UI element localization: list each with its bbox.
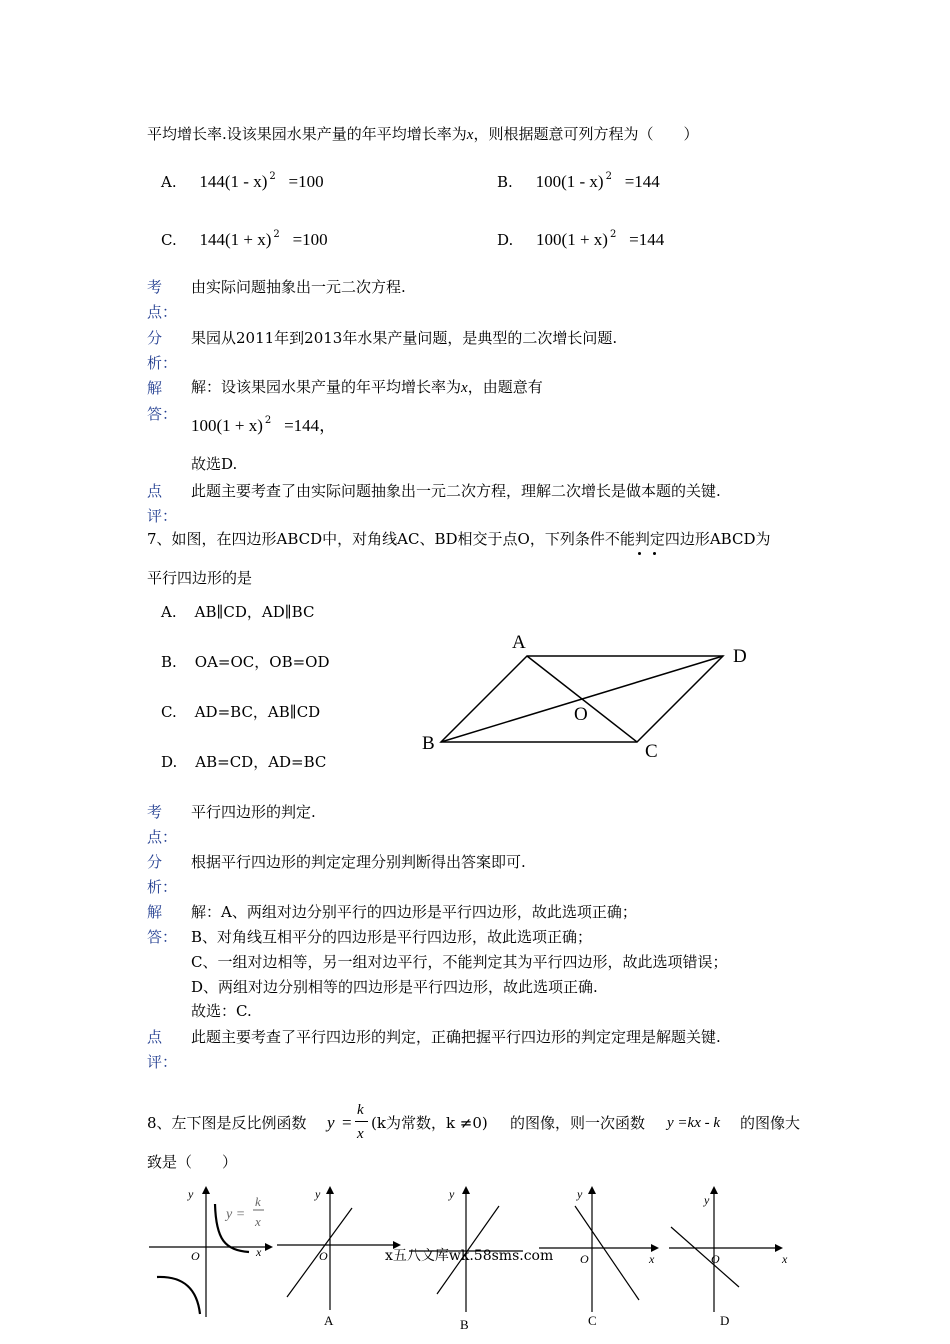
y-axis-arrow	[588, 1186, 596, 1194]
graph-option-d	[665, 1182, 795, 1332]
q8-func-y: y	[327, 1113, 335, 1132]
q7-stem-line2: 平行四边形的是	[147, 569, 253, 587]
line-graph	[287, 1208, 352, 1297]
q7-fenxi-label-1: 分	[147, 853, 163, 871]
y-axis-label: y	[704, 1193, 710, 1207]
q8-linear-function: y =kx - k	[667, 1115, 720, 1131]
option-label-c: C	[588, 1313, 597, 1328]
q6-jieda-label-1: 解	[147, 379, 163, 397]
emphasis-dot	[638, 552, 641, 555]
origin-label: O	[580, 1252, 589, 1266]
graph-inverse-function	[145, 1182, 275, 1322]
origin-label: O	[319, 1249, 328, 1263]
q7-option-c: C. AD=BC，AB∥CD	[161, 703, 321, 721]
q8-stem-prefix: 8、左下图是反比例函数	[147, 1114, 307, 1132]
q6-dianping-label-1: 点	[147, 482, 163, 500]
y-axis-label: y	[315, 1187, 321, 1201]
q7-dianping-label-2: 评：	[147, 1053, 178, 1071]
q7-jieda-line: 解：A、两组对边分别平行的四边形是平行四边形，故此选项正确；	[191, 903, 637, 921]
watermark: x五八文库wk.58sms.com	[385, 1248, 554, 1264]
q6-dianping-label-2: 评：	[147, 507, 178, 525]
x-axis-arrow	[775, 1244, 783, 1252]
option-label-d: D	[720, 1313, 730, 1328]
vertex-label-b: B	[422, 733, 435, 754]
q7-option-a: A. AB∥CD，AD∥BC	[161, 603, 315, 621]
q7-jieda-label-2: 答：	[147, 928, 178, 946]
q7-option-b: B. OA=OC，OB=OD	[161, 653, 330, 671]
q7-fenxi-label-2: 析：	[147, 878, 178, 896]
q8-func-eq: =	[342, 1113, 352, 1132]
option-label-a: A	[324, 1313, 334, 1328]
fraction-bar	[355, 1121, 368, 1122]
q6-jieda-line1: 解：设该果园水果产量的年平均增长率为x，由题意有	[191, 378, 543, 396]
q7-stem-line1: 7、如图，在四边形ABCD中，对角线AC、BD相交于点O，下列条件不能判定四边形ABCD为	[147, 530, 771, 548]
y-axis-arrow	[710, 1186, 718, 1194]
graph-option-c	[535, 1182, 665, 1332]
y-axis-label: y	[577, 1187, 583, 1201]
q6-kaodian-text: 由实际问题抽象出一元二次方程.	[191, 278, 406, 296]
q7-jieda-line: B、对角线互相平分的四边形是平行四边形，故此选项正确；	[191, 928, 593, 946]
y-axis-arrow	[202, 1186, 210, 1194]
x-axis-label: x	[649, 1252, 655, 1266]
q7-jieda-line: D、两组对边分别相等的四边形是平行四边形，故此选项正确.	[191, 978, 598, 996]
q6-stem: 平均增长率.设该果园水果产量的年平均增长率为x，则根据题意可列方程为（ ）	[147, 125, 699, 143]
q7-jieda-line: 故选：C.	[191, 1002, 252, 1020]
vertex-label-d: D	[733, 646, 747, 667]
q8-stem-line2: 致是（ ）	[147, 1153, 238, 1171]
line-graph	[671, 1227, 739, 1287]
emphasis-dot	[653, 552, 656, 555]
function-label-den: x	[255, 1214, 261, 1229]
q8-func-numerator: k	[357, 1102, 364, 1118]
function-label-y: y =	[226, 1207, 246, 1222]
q7-dianping-label-1: 点	[147, 1028, 163, 1046]
q7-jieda-label-1: 解	[147, 903, 163, 921]
q6-jieda-choice: 故选D.	[191, 455, 238, 473]
q7-kaodian-text: 平行四边形的判定.	[191, 803, 316, 821]
q8-stem-tail: 的图像大	[740, 1114, 801, 1132]
hyperbola-branch-lower	[157, 1277, 200, 1314]
function-label-num: k	[255, 1194, 261, 1209]
y-axis-arrow	[462, 1186, 470, 1194]
q8-func-denominator: x	[357, 1126, 364, 1142]
vertex-label-c: C	[645, 741, 658, 762]
center-label-o: O	[574, 704, 588, 725]
x-axis-label: x	[256, 1245, 262, 1259]
q8-stem-mid: 的图像，则一次函数	[510, 1114, 646, 1132]
q6-option-d: D. 100(1 + x) $^2$ =144	[497, 229, 665, 249]
q6-option-b: B. 100(1 - x) $^2$ =144	[497, 171, 660, 191]
x-axis-arrow	[651, 1244, 659, 1252]
q6-option-a: A. 144(1 - x) $^2$ =100	[161, 171, 324, 191]
parallelogram-figure	[410, 625, 770, 765]
origin-label: O	[711, 1252, 720, 1266]
q6-option-c: C. 144(1 + x) $^2$ =100	[161, 229, 328, 249]
q7-jieda-line: C、一组对边相等，另一组对边平行，不能判定其为平行四边形，故此选项错误；	[191, 953, 728, 971]
x-axis-label: x	[782, 1252, 788, 1266]
q6-jieda-equation: 100(1 + x) $^2$ =144，	[191, 415, 337, 435]
vertex-label-a: A	[512, 632, 526, 653]
q7-fenxi-text: 根据平行四边形的判定定理分别判断得出答案即可.	[191, 853, 526, 871]
y-axis-arrow	[326, 1186, 334, 1194]
q6-dianping-text: 此题主要考查了由实际问题抽象出一元二次方程，理解二次增长是做本题的关键.	[191, 482, 721, 500]
origin-label: O	[191, 1249, 200, 1263]
option-label-b: B	[460, 1317, 469, 1332]
q7-kaodian-label-1: 考	[147, 803, 163, 821]
q6-fenxi-text: 果园从2011年到2013年水果产量问题，是典型的二次增长问题.	[191, 329, 618, 347]
y-axis-label: y	[188, 1187, 194, 1201]
q6-jieda-label-2: 答：	[147, 405, 178, 423]
x-axis-arrow	[265, 1243, 273, 1251]
q8-func-paren: (k为常数，k ≠0)	[371, 1114, 488, 1132]
q6-fenxi-label-2: 析：	[147, 354, 178, 372]
q6-kaodian-label-1: 考	[147, 278, 163, 296]
q7-dianping-text: 此题主要考查了平行四边形的判定，正确把握平行四边形的判定定理是解题关键.	[191, 1028, 721, 1046]
q6-fenxi-label-1: 分	[147, 329, 163, 347]
q7-option-d: D. AB=CD，AD=BC	[161, 753, 327, 771]
y-axis-label: y	[449, 1187, 455, 1201]
q6-kaodian-label-2: 点：	[147, 303, 178, 321]
q7-kaodian-label-2: 点：	[147, 828, 178, 846]
